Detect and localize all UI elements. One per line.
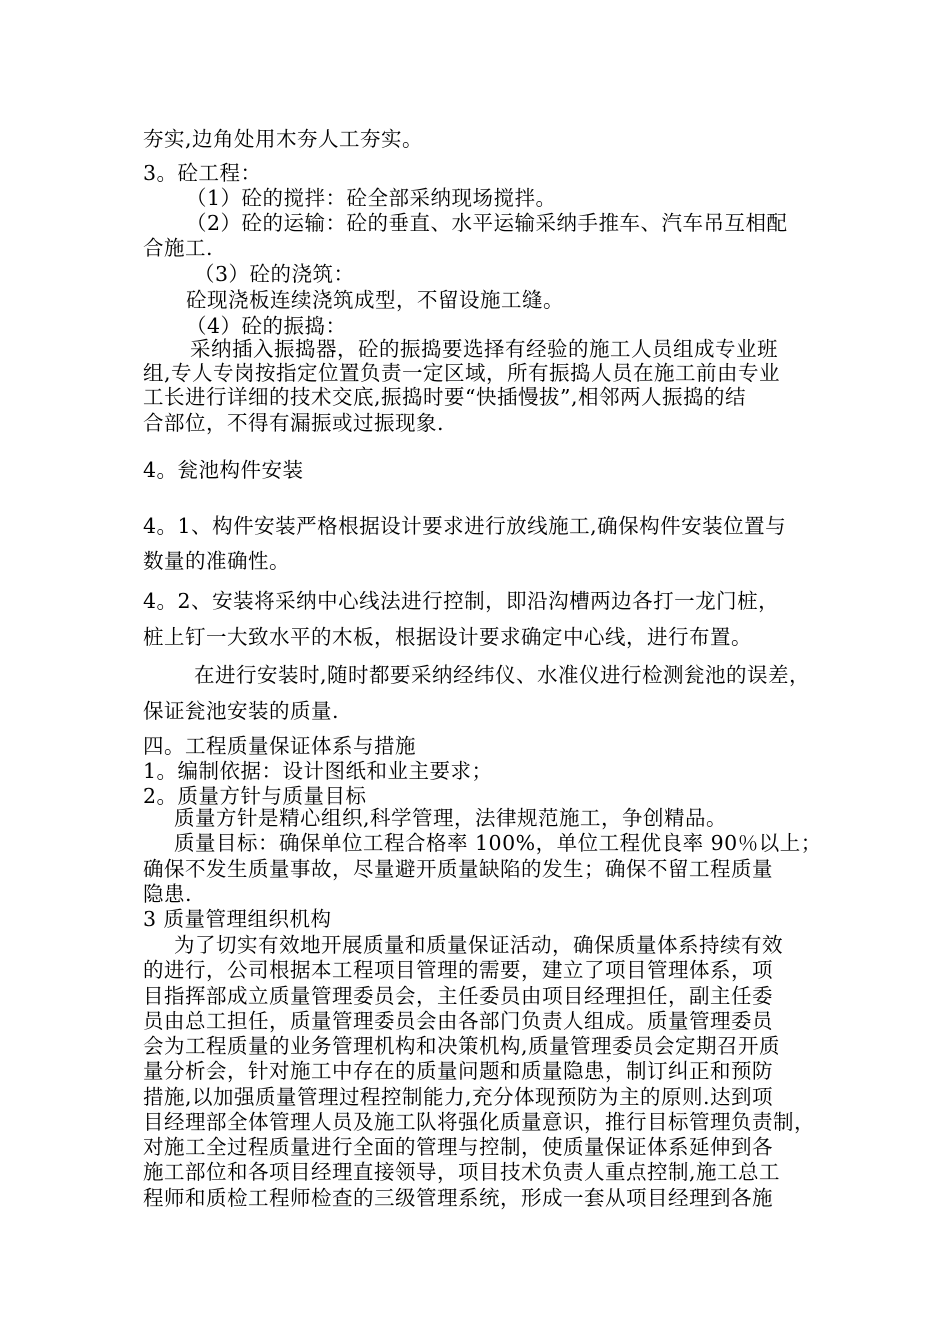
text-line: 桩上钉一大致水平的木板，根据设计要求确定中心线，进行布置。	[143, 625, 752, 649]
text-line: 组,专人专岗按指定位置负责一定区域，所有振捣人员在施工前由专业	[143, 361, 781, 385]
text-line: 在进行安装时,随时都要采纳经纬仪、水准仪进行检测瓮池的误差，	[194, 663, 811, 687]
text-line: 措施,以加强质量管理过程控制能力,充分体现预防为主的原则.达到项	[143, 1085, 774, 1109]
text-line: 程师和质检工程师检查的三级管理系统，形成一套从项目经理到各施	[143, 1186, 773, 1210]
text-line: 夯实,边角处用木夯人工夯实。	[143, 127, 424, 151]
text-line: 保证瓮池安装的质量.	[143, 699, 340, 723]
text-line: 确保不发生质量事故，尽量避开质量缺陷的发生；确保不留工程质量	[143, 857, 773, 881]
text-line: 员由总工担任，质量管理委员会由各部门负责人组成。质量管理委员	[143, 1009, 773, 1033]
text-line: 为了切实有效地开展质量和质量保证活动，确保质量体系持续有效	[174, 933, 783, 957]
text-line: 隐患.	[143, 882, 193, 906]
text-line: 2。质量方针与质量目标	[143, 784, 367, 808]
text-line: （1）砼的搅拌：砼全部采纳现场搅拌。	[186, 186, 557, 210]
text-line: 质量目标：确保单位工程合格率 100%，单位工程优良率 90％以上；	[174, 831, 822, 855]
text-line: 质量方针是精心组织,科学管理，法律规范施工，争创精品。	[174, 806, 728, 830]
text-line: 对施工全过程质量进行全面的管理与控制，使质量保证体系延伸到各	[143, 1135, 773, 1159]
text-line: 目指挥部成立质量管理委员会，主任委员由项目经理担任，副主任委	[143, 984, 773, 1008]
text-line: 的进行，公司根据本工程项目管理的需要，建立了项目管理体系，项	[143, 958, 773, 982]
text-line: 量分析会，针对施工中存在的质量问题和质量隐患，制订纠正和预防	[143, 1059, 773, 1083]
section-heading: 四。工程质量保证体系与措施	[143, 734, 416, 758]
text-line: 合施工.	[143, 236, 214, 260]
text-line: 合部位，不得有漏振或过振现象.	[143, 411, 445, 435]
text-line: 采纳插入振捣器，砼的振捣要选择有经验的施工人员组成专业班	[190, 337, 778, 361]
text-line: 砼现浇板连续浇筑成型，不留设施工缝。	[186, 288, 564, 312]
section-heading: 3 质量管理组织机构	[143, 907, 332, 931]
section-heading: 4。瓮池构件安装	[143, 458, 304, 482]
text-line: 工长进行详细的技术交底,振捣时要“快插慢拔”,相邻两人振捣的结	[143, 385, 746, 409]
text-line: 1。编制依据：设计图纸和业主要求；	[143, 759, 493, 783]
section-heading: 3。砼工程：	[143, 161, 262, 185]
text-line: 4。1、构件安装严格根据设计要求进行放线施工,确保构件安装位置与	[143, 514, 787, 538]
text-line: （4）砼的振捣：	[186, 314, 347, 338]
text-line: 施工部位和各项目经理直接领导，项目技术负责人重点控制,施工总工	[143, 1160, 781, 1184]
text-line: 4。2、安装将采纳中心线法进行控制，即沿沟槽两边各打一龙门桩，	[143, 589, 780, 613]
text-line: 会为工程质量的业务管理机构和决策机构,质量管理委员会定期召开质	[143, 1034, 781, 1058]
text-line: 目经理部全体管理人员及施工队将强化质量意识，推行目标管理负责制，	[143, 1110, 815, 1134]
text-line: （2）砼的运输：砼的垂直、水平运输采纳手推车、汽车吊互相配	[186, 211, 788, 235]
text-line: 数量的准确性。	[143, 549, 290, 573]
text-line: （3）砼的浇筑：	[194, 262, 355, 286]
